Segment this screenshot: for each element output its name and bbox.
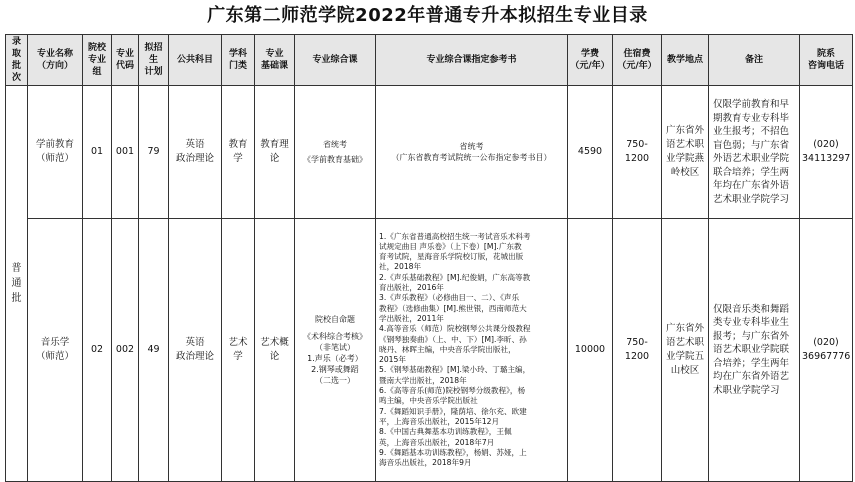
basic-course-cell: 教育理论 xyxy=(255,86,295,219)
phone-cell: (020) 36967776 xyxy=(800,219,853,482)
reference-book-line: 8.《中国古典舞基本功训练教程》，王佩 xyxy=(379,427,512,437)
group-cell: 02 xyxy=(83,219,112,482)
reference-book-line: 学出版社，2011年 xyxy=(379,313,444,323)
major-name-cell: 音乐学 （师范） xyxy=(28,219,83,482)
reference-book-line: 9.《舞蹈基本功训练教程》，杨娟、苏娅，上 xyxy=(379,447,527,457)
header-code: 专业 代码 xyxy=(112,35,139,86)
reference-book-line: 6.《高等音乐(师范)院校钢琴分级教程》，杨 xyxy=(379,386,526,396)
reference-book-line: 试规定曲目 声乐卷》（上下卷）[M].广东教 xyxy=(379,241,522,251)
reference-book-line: 鸣主编，中央音乐学院出版社 xyxy=(379,396,478,406)
header-tuition: 学费 （元/年） xyxy=(568,35,613,86)
reference-book-line: 英，上海音乐出版社，2018年7月 xyxy=(379,437,495,447)
header-location: 教学地点 xyxy=(662,35,709,86)
phone-cell: (020) 34113297 xyxy=(800,86,853,219)
table-row xyxy=(6,86,853,219)
comprehensive-course-cell: 院校自命题 《术科综合考核》 （非笔试） 1.声乐（必考） 2.钢琴或舞蹈 （二选一） xyxy=(295,219,376,482)
location-cell: 广东省外 语艺术职 业学院燕 岭校区 xyxy=(662,86,709,219)
plan-cell: 79 xyxy=(139,86,169,219)
header-plan: 拟招生 计划 xyxy=(139,35,169,86)
tuition-cell: 4590 xyxy=(568,86,613,219)
plan-cell: 49 xyxy=(139,219,169,482)
dorm-fee-cell: 750-1200 xyxy=(613,86,662,219)
reference-book-line: 平，上海音乐出版社，2015年12月 xyxy=(379,416,500,426)
header-notes: 备注 xyxy=(709,35,800,86)
header-row xyxy=(6,35,853,86)
tuition-cell: 10000 xyxy=(568,219,613,482)
reference-book-line: 育考试院，星海音乐学院校订版，花城出版 xyxy=(379,252,524,262)
header-category: 学科 门类 xyxy=(222,35,255,86)
reference-book-line: 暨南大学出版社，2018年 xyxy=(379,375,467,385)
header-comprehensive-course: 专业综合课 xyxy=(295,35,376,86)
reference-books-cell xyxy=(376,219,568,482)
major-name-cell: 学前教育 （师范） xyxy=(28,86,83,219)
code-cell: 002 xyxy=(112,219,139,482)
basic-course-cell: 艺术概论 xyxy=(255,219,295,482)
reference-book-line: 海音乐出版社，2018年9月 xyxy=(379,458,472,468)
header-basic-course: 专业 基础课 xyxy=(255,35,295,86)
major-catalog-table xyxy=(5,34,853,482)
reference-book-line: 3.《声乐教程》（必修曲目一、二）、《声乐 xyxy=(379,293,520,303)
table-row xyxy=(6,219,853,482)
reference-book-line: 1.《广东省普通高校招生统一考试音乐术科考 xyxy=(379,231,531,241)
reference-books-cell: 省统考 （广东省教育考试院统一公布指定参考书目） xyxy=(376,86,568,219)
group-cell: 01 xyxy=(83,86,112,219)
header-dorm-fee: 住宿费 （元/年） xyxy=(613,35,662,86)
header-reference-books: 专业综合课指定参考书 xyxy=(376,35,568,86)
category-cell: 教育学 xyxy=(222,86,255,219)
category-cell: 艺术学 xyxy=(222,219,255,482)
public-subjects-cell: 英语 政治理论 xyxy=(169,219,222,482)
reference-book-line: 2.《声乐基础教程》[M].纪俊娟，广东高等教 xyxy=(379,272,531,282)
public-subjects-cell: 英语 政治理论 xyxy=(169,86,222,219)
reference-book-line: 2015年 xyxy=(379,355,406,365)
header-major-name: 专业名称 （方向） xyxy=(28,35,83,86)
reference-book-line: 社，2018年 xyxy=(379,262,422,272)
dorm-fee-cell: 750-1200 xyxy=(613,219,662,482)
page-title: 广东第二师范学院2022年普通专升本拟招生专业目录 xyxy=(207,5,648,26)
reference-book-line: 4.高等音乐（师范）院校钢琴公共课分级教程 xyxy=(379,324,531,334)
notes-cell: 仅限学前教育和早 期教育专业专科毕 业生报考；不招色 盲色弱；与广东省 外语艺术职业学院 联合培养；学生两 年均在广东省外语 艺术职业学院学习 xyxy=(709,86,800,219)
reference-book-line: 《钢琴独奏曲》（上、中、下）[M].李昕、孙 xyxy=(379,334,527,344)
reference-book-line: 5.《钢琴基础教程》[M].梁小玲、丁璐主编， xyxy=(379,365,531,375)
code-cell: 001 xyxy=(112,86,139,219)
notes-cell: 仅限音乐类和舞蹈 类专业专科毕业生 报考；与广东省外 语艺术职业学院联 合培养；学生两年 均在广东省外语艺 术职业学院学习 xyxy=(709,219,800,482)
header-group: 院校 专业组 xyxy=(83,35,112,86)
comprehensive-course-cell: 省统考 《学前教育基础》 xyxy=(295,86,376,219)
reference-book-line: 晓丹、林晖主编，中央音乐学院出版社， xyxy=(379,344,516,354)
header-phone: 院系 咨询电话 xyxy=(800,35,853,86)
header-public-subjects: 公共科目 xyxy=(169,35,222,86)
reference-book-line: 7.《舞蹈知识手册》，隆荫培、徐尔充、欧建 xyxy=(379,406,527,416)
location-cell: 广东省外 语艺术职 业学院五 山校区 xyxy=(662,219,709,482)
batch-cell: 普 通 批 xyxy=(6,86,28,482)
reference-book-line: 育出版社，2016年 xyxy=(379,283,444,293)
reference-book-line: 教程》（选修曲集）[M].熊世银，西南师范大 xyxy=(379,303,527,313)
header-batch: 录取 批次 xyxy=(6,35,28,86)
